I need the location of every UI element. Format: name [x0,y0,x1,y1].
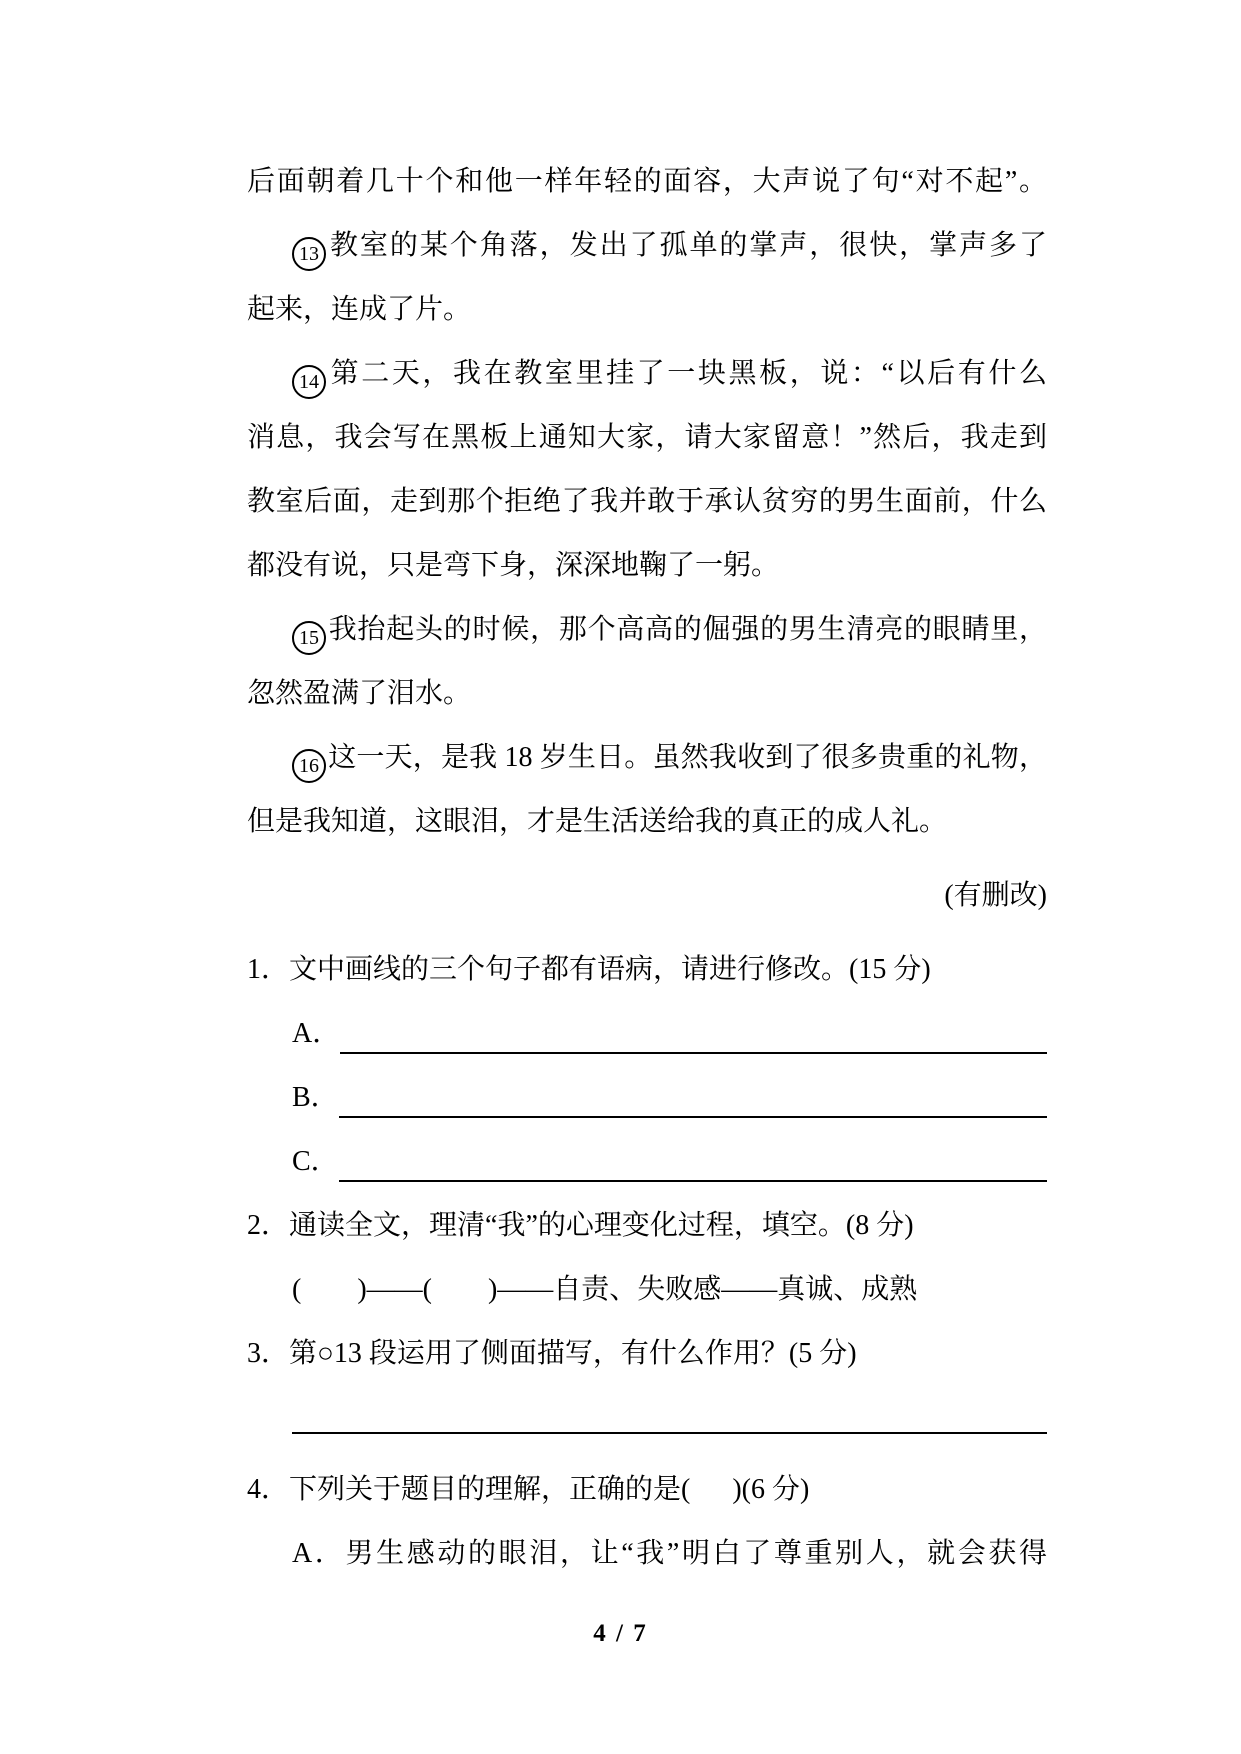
question-2-fill-line: ( )——( )——自责、失败感——真诚、成熟 [292,1274,918,1305]
passage-text: 教室后面，走到那个拒绝了我并敢于承认贫穷的男生面前，什么 [247,486,1047,517]
passage-line [247,470,1047,534]
question-number: 1． [247,954,290,985]
blank-label: A． [292,1018,341,1049]
answer-blank-line [339,1130,1047,1182]
paragraph-number-badge: 14 [292,365,326,399]
passage-line [247,342,1047,406]
passage-line [247,214,1047,278]
question-text: 第○13 段运用了侧面描写，有什么作用？(5 分) [289,1338,857,1369]
passage-line [247,726,1047,790]
question-4 [247,1458,1047,1522]
question-1-blank-b [247,1066,1047,1130]
passage-text: 但是我知道，这眼泪，才是生活送给我的真正的成人礼。 [247,806,948,837]
question-number: 3． [247,1338,290,1369]
answer-blank-line [292,1386,1047,1434]
question-text: 下列关于题目的理解，正确的是( )(6 分) [289,1474,810,1505]
option-label: A． [292,1538,346,1569]
passage-text: 我抬起头的时候，那个高高的倔强的男生清亮的眼睛里， [328,614,1047,645]
passage-line [247,406,1047,470]
reading-passage [247,150,1047,928]
question-text: 通读全文，理清“我”的心理变化过程，填空。(8 分) [289,1210,914,1241]
passage-text: 后面朝着几十个和他一样年轻的面容，大声说了句“对不起”。 [247,166,1047,197]
passage-line [247,278,1047,342]
passage-text: 消息，我会写在黑板上通知大家，请大家留意！”然后，我走到 [247,422,1047,453]
passage-text: 这一天，是我 18 岁生日。虽然我收到了很多贵重的礼物， [328,742,1047,773]
passage-text: 都没有说，只是弯下身，深深地鞠了一躬。 [247,550,780,581]
passage-line [247,150,1047,214]
question-1 [247,938,1047,1002]
question-text: 文中画线的三个句子都有语病，请进行修改。(15 分) [289,954,931,985]
answer-blank-line [339,1066,1047,1118]
passage-line [247,790,1047,854]
passage-text: 教室的某个角落，发出了孤单的掌声，很快，掌声多了 [328,230,1047,261]
question-1-blank-a [247,1002,1047,1066]
question-4-option-a [247,1522,1047,1586]
paragraph-number-badge: 13 [292,237,326,271]
questions-section [247,938,1047,1586]
page-content [247,150,1047,1586]
question-number: 2． [247,1210,290,1241]
question-3 [247,1322,1047,1386]
passage-line [247,662,1047,726]
question-number: 4． [247,1474,290,1505]
answer-blank-line [340,1002,1047,1054]
passage-text: 第二天，我在教室里挂了一块黑板，说：“以后有什么 [328,358,1047,389]
passage-line [247,598,1047,662]
passage-source-note: (有删改) [944,880,1047,911]
paragraph-number-badge: 16 [292,749,326,783]
blank-label: C． [292,1146,339,1177]
option-text: 男生感动的眼泪，让“我”明白了尊重别人，就会获得 [345,1538,1047,1569]
question-1-blank-c [247,1130,1047,1194]
paragraph-number-badge: 15 [292,621,326,655]
passage-text: 起来，连成了片。 [247,294,472,325]
passage-line [247,534,1047,598]
question-2 [247,1194,1047,1258]
page-number: 4 / 7 [593,1620,648,1647]
passage-text: 忽然盈满了泪水。 [247,678,472,709]
blank-label: B． [292,1082,339,1113]
